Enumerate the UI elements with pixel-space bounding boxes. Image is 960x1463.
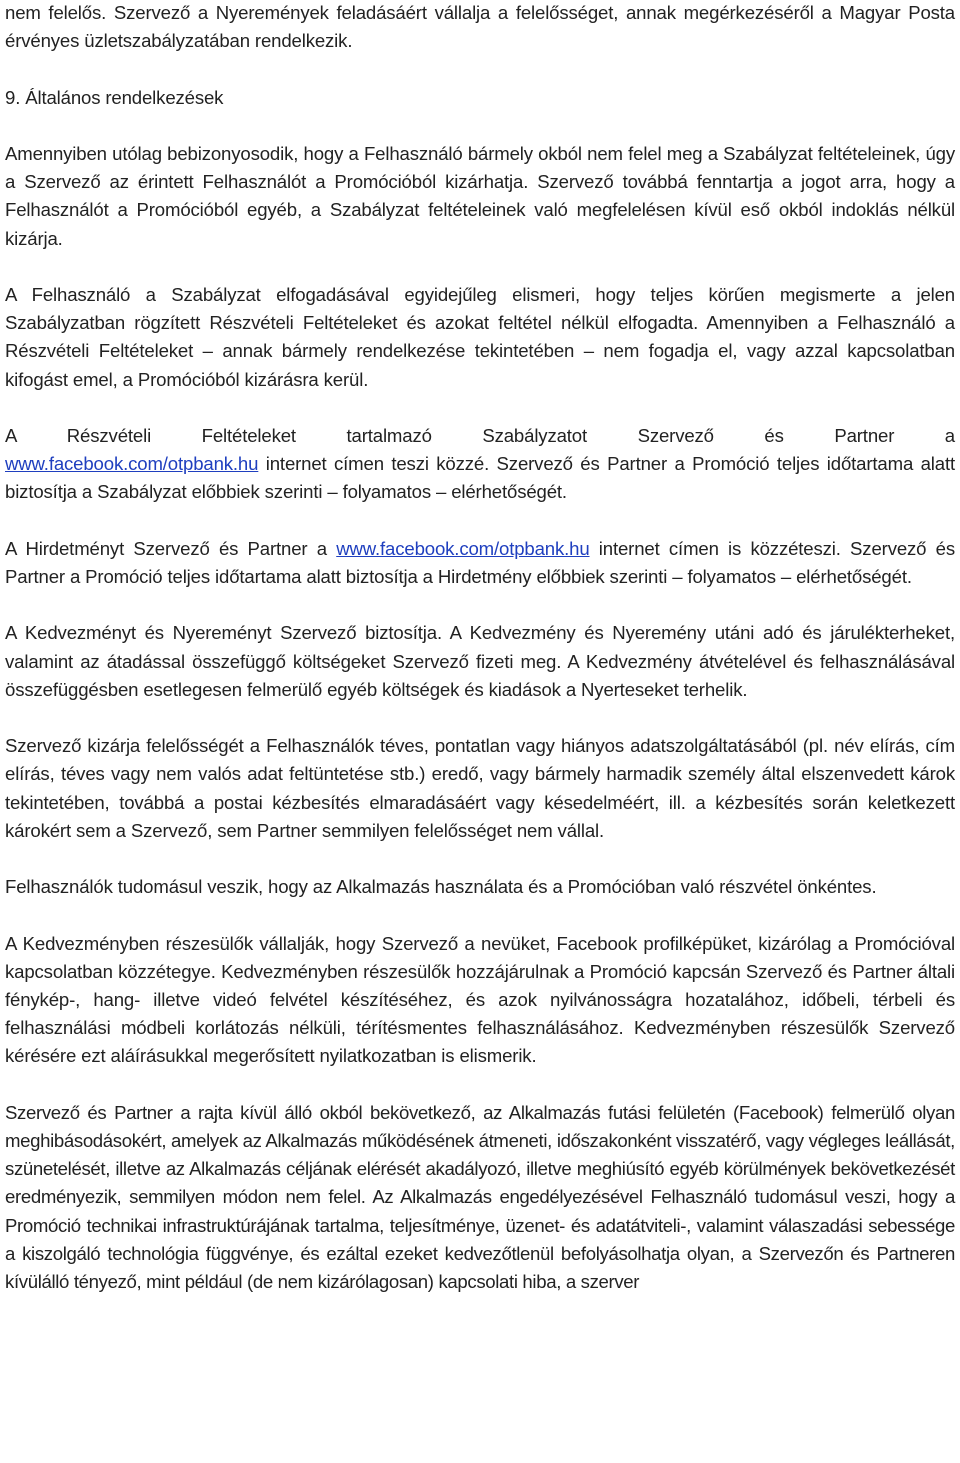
- section-heading: 9. Általános rendelkezések: [5, 86, 224, 108]
- paragraph-voluntary: Felhasználók tudomásul veszik, hogy az Alkalmazás használata és a Promócióban való részvétel önkéntes.: [5, 876, 877, 898]
- paragraph-acceptance: A Felhasználó a Szabályzat elfogadásával egyidejűleg elismeri, hogy teljes körűen megismerte a jelen Szabályzatban rögzített Részvételi Feltételeket és azokat feltétel nélkül elfogadta. Amennyiben a Felhasználó a Részvételi Feltételeket – annak bármely rendelkezése tekintetében – nem fogadja el, vagy azzal kapcsolatban kifogást emel, a Promócióból kizárásra kerül.: [5, 283, 955, 390]
- publication-first-line: A Részvételi Feltételeket tartalmazó Szabályzatot Szervező és Partner a: [5, 424, 955, 446]
- paragraph-liability: Szervező kizárja felelősségét a Felhasználók téves, pontatlan vagy hiányos adatszolgáltatásából (pl. név elírás, cím elírás, téves vagy nem valós adat feltüntetése stb.) eredő, vagy bármely harmadik személy által elszenvedett károk tekintetében, továbbá a postai kézbesítés elmaradásáért vagy késedelméért, ill. a kézbesítés során keletkezett károkért sem a Szervező, sem Partner semmilyen felelősséget nem vállal.: [5, 735, 955, 841]
- publication-rest: internet címen teszi közzé. Szervező és Partner a Promóció teljes időtartama alatt biztosítja a Szabályzat előbbiek szerinti – folyamatos – elérhetőségét.: [5, 453, 955, 503]
- document-page: [5, 0, 955, 1324]
- announcement-start: A Hirdetményt Szervező és Partner a: [5, 537, 337, 559]
- facebook-link-2[interactable]: www.facebook.com/otpbank.hu: [336, 537, 590, 559]
- facebook-link[interactable]: www.facebook.com/otpbank.hu: [5, 453, 259, 475]
- intro-paragraph: nem felelős. Szervező a Nyeremények feladásáért vállalja a felelősséget, annak megérkezéséről a Magyar Posta érvényes üzletszabályzatában rendelkezik.: [5, 2, 955, 52]
- paragraph-announcement: [5, 535, 955, 591]
- paragraph-exclusion: Amennyiben utólag bebizonyosodik, hogy a Felhasználó bármely okból nem felel meg a Szabályzat feltételeinek, úgy a Szervező az érintett Felhasználót a Promócióból kizárhatja. Szervező továbbá fenntartja a jogot arra, hogy a Felhasználót a Promócióból egyéb, a Szabályzat feltételeinek való megfelelésen kívül eső okból indoklás nélkül kizárja.: [5, 142, 955, 249]
- paragraph-publication: [5, 422, 955, 507]
- paragraph-technical: Szervező és Partner a rajta kívül álló okból bekövetkező, az Alkalmazás futási felületén (Facebook) felmerülő olyan meghibásodásokért, amelyek az Alkalmazás működésének átmeneti, időszakonként visszatérő, vagy végleges leállását, szünetelését, illetve az Alkalmazás céljának elérését akadályozó, illetve meghiúsító egyéb körülmények bekövetkezését eredményezik, semmilyen módon nem felel. Az Alkalmazás engedélyezésével Felhasználó tudomásul veszi, hogy a Promóció technikai infrastruktúrájának tartalma, teljesítménye, üzenet- és adatátviteli-, valamint válaszadási sebessége a kiszolgáló technológia függvénye, és ezáltal ezeket kedvezőtlenül befolyásolhatja olyan, a Szervezőn és Partneren kívülálló tényező, mint például (de nem kizárólagosan) kapcsolati hiba, a szerver: [5, 1101, 955, 1292]
- paragraph-publicity: A Kedvezményben részesülők vállalják, hogy Szervező a nevüket, Facebook profilképüket, kizárólag a Promócióval kapcsolatban közzétegye. Kedvezményben részesülők hozzájárulnak a Promóció kapcsán Szervező és Partner általi fénykép-, hang- illetve videó felvétel készítéséhez, és azok nyilvánosságra hozatalához, időbeli, térbeli és felhasználási módbeli korlátozás nélküli, térítésmentes felhasználásához. Kedvezményben részesülők Szervező kérésére ezt aláírásukkal megerősített nyilatkozatban is elismerik.: [5, 932, 955, 1067]
- announcement-rest: internet címen is közzéteszi. Szervező és Partner a Promóció teljes időtartama alatt biztosítja a Hirdetmény előbbiek szerinti – folyamatos – elérhetőségét.: [5, 537, 955, 587]
- paragraph-costs: A Kedvezményt és Nyereményt Szervező biztosítja. A Kedvezmény és Nyeremény utáni adó és járulékterheket, valamint az átadással összefüggő költségeket Szervező fizeti meg. A Kedvezmény átvételével és felhasználásával összefüggésben esetlegesen felmerülő egyéb költségek és kiadások a Nyerteseket terhelik.: [5, 622, 955, 700]
